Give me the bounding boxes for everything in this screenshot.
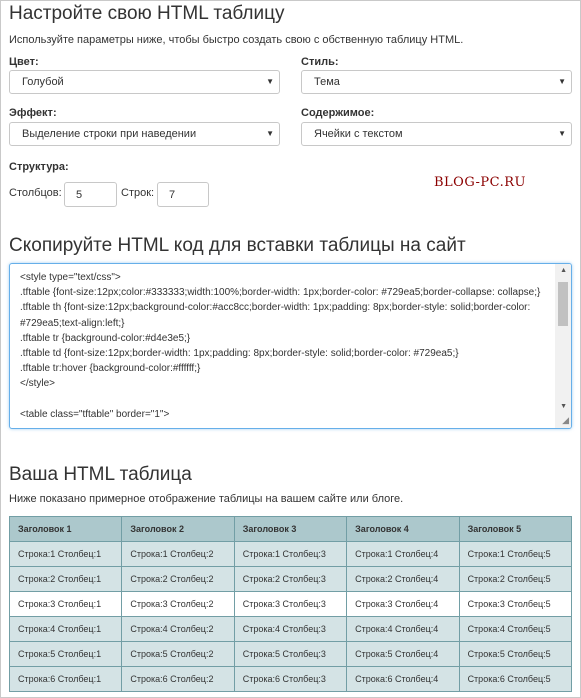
table-row xyxy=(10,567,572,592)
table-cell: Строка:3 Столбец:3 xyxy=(234,592,346,617)
table-cell: Строка:6 Столбец:2 xyxy=(122,667,234,692)
table-row xyxy=(10,592,572,617)
code-line: .tftable tr:hover {background-color:#ffffff;} xyxy=(20,363,201,375)
cols-label: Столбцов: xyxy=(9,187,62,199)
content-select-value: Ячейки с текстом xyxy=(314,128,403,140)
code-content xyxy=(20,270,552,422)
chevron-down-icon: ▼ xyxy=(266,77,274,86)
table-cell: Строка:2 Столбец:3 xyxy=(234,567,346,592)
scroll-down-icon[interactable]: ▼ xyxy=(560,403,567,410)
table-cell: Строка:6 Столбец:5 xyxy=(459,667,571,692)
code-line: .tftable {font-size:12px;color:#333333;width:100%;border-width: 1px;border-color: #729ea5;border-collapse: collapse;} xyxy=(20,287,541,299)
table-cell: Строка:6 Столбец:4 xyxy=(347,667,459,692)
code-line: <style type="text/css"> xyxy=(20,272,121,283)
table-cell: Строка:5 Столбец:2 xyxy=(122,642,234,667)
style-select[interactable] xyxy=(301,70,572,94)
table-row xyxy=(10,617,572,642)
column-header: Заголовок 1 xyxy=(10,517,122,542)
table-cell: Строка:6 Столбец:3 xyxy=(234,667,346,692)
resize-grip-icon[interactable]: ◢ xyxy=(562,415,569,425)
table-cell: Строка:2 Столбец:1 xyxy=(10,567,122,592)
table-cell: Строка:4 Столбец:3 xyxy=(234,617,346,642)
watermark: BLOG-PC.RU xyxy=(434,175,526,190)
table-cell: Строка:5 Столбец:1 xyxy=(10,642,122,667)
preview-table xyxy=(9,516,572,692)
table-cell: Строка:1 Столбец:3 xyxy=(234,542,346,567)
structure-label: Структура: xyxy=(9,161,69,173)
code-textarea[interactable] xyxy=(9,263,572,429)
chevron-down-icon: ▼ xyxy=(558,77,566,86)
code-line: .tftable td {font-size:12px;border-width: 1px;padding: 8px;border-style: solid;border-color: #729ea5;} xyxy=(20,348,459,360)
content-label: Содержимое: xyxy=(301,107,375,119)
preview-subtitle: Ниже показано примерное отображение таблицы на вашем сайте или блоге. xyxy=(9,493,404,505)
table-cell: Строка:4 Столбец:4 xyxy=(347,617,459,642)
table-cell: Строка:2 Столбец:2 xyxy=(122,567,234,592)
code-line xyxy=(20,392,552,407)
chevron-down-icon: ▼ xyxy=(558,129,566,138)
page-subtitle: Используйте параметры ниже, чтобы быстро создать свою с обственную таблицу HTML. xyxy=(9,34,464,46)
table-row xyxy=(10,667,572,692)
rows-input[interactable]: 7 xyxy=(157,182,209,207)
code-line: </style> xyxy=(20,378,56,390)
table-cell: Строка:1 Столбец:4 xyxy=(347,542,459,567)
page-title: Настройте свою HTML таблицу xyxy=(9,3,285,24)
table-cell: Строка:4 Столбец:2 xyxy=(122,617,234,642)
effect-select[interactable] xyxy=(9,122,280,146)
table-cell: Строка:3 Столбец:4 xyxy=(347,592,459,617)
chevron-down-icon: ▼ xyxy=(266,129,274,138)
table-cell: Строка:5 Столбец:3 xyxy=(234,642,346,667)
column-header: Заголовок 4 xyxy=(347,517,459,542)
effect-label: Эффект: xyxy=(9,107,57,119)
color-select-value: Голубой xyxy=(22,76,64,88)
table-cell: Строка:6 Столбец:1 xyxy=(10,667,122,692)
code-line: .tftable th {font-size:12px;background-color:#acc8cc;border-width: 1px;padding: 8px;border-style: solid;border-color: #729ea5;text-align:left;} xyxy=(20,302,534,329)
code-line: .tftable tr {background-color:#d4e3e5;} xyxy=(20,332,191,344)
code-section-title: Скопируйте HTML код для вставки таблицы на сайт xyxy=(9,235,466,256)
table-cell: Строка:3 Столбец:5 xyxy=(459,592,571,617)
table-cell: Строка:4 Столбец:1 xyxy=(10,617,122,642)
color-select[interactable] xyxy=(9,70,280,94)
table-header-row xyxy=(10,517,572,542)
table-cell: Строка:3 Столбец:1 xyxy=(10,592,122,617)
scroll-up-icon[interactable]: ▲ xyxy=(560,267,567,274)
table-row xyxy=(10,542,572,567)
table-cell: Строка:1 Столбец:2 xyxy=(122,542,234,567)
table-cell: Строка:1 Столбец:5 xyxy=(459,542,571,567)
table-cell: Строка:5 Столбец:5 xyxy=(459,642,571,667)
table-cell: Строка:5 Столбец:4 xyxy=(347,642,459,667)
column-header: Заголовок 2 xyxy=(122,517,234,542)
style-label: Стиль: xyxy=(301,56,339,68)
scrollbar[interactable] xyxy=(555,264,571,428)
cols-input[interactable]: 5 xyxy=(64,182,117,207)
content-select[interactable] xyxy=(301,122,572,146)
table-cell: Строка:2 Столбец:4 xyxy=(347,567,459,592)
style-select-value: Тема xyxy=(314,76,340,88)
rows-label: Строк: xyxy=(121,187,155,199)
table-cell: Строка:1 Столбец:1 xyxy=(10,542,122,567)
table-row xyxy=(10,642,572,667)
effect-select-value: Выделение строки при наведении xyxy=(22,128,197,140)
table-cell: Строка:2 Столбец:5 xyxy=(459,567,571,592)
color-label: Цвет: xyxy=(9,56,39,68)
scrollbar-thumb[interactable] xyxy=(558,282,568,326)
column-header: Заголовок 3 xyxy=(234,517,346,542)
preview-title: Ваша HTML таблица xyxy=(9,464,192,485)
table-cell: Строка:3 Столбец:2 xyxy=(122,592,234,617)
table-cell: Строка:4 Столбец:5 xyxy=(459,617,571,642)
column-header: Заголовок 5 xyxy=(459,517,571,542)
code-line: <table class="tftable" border="1"> xyxy=(20,408,170,420)
